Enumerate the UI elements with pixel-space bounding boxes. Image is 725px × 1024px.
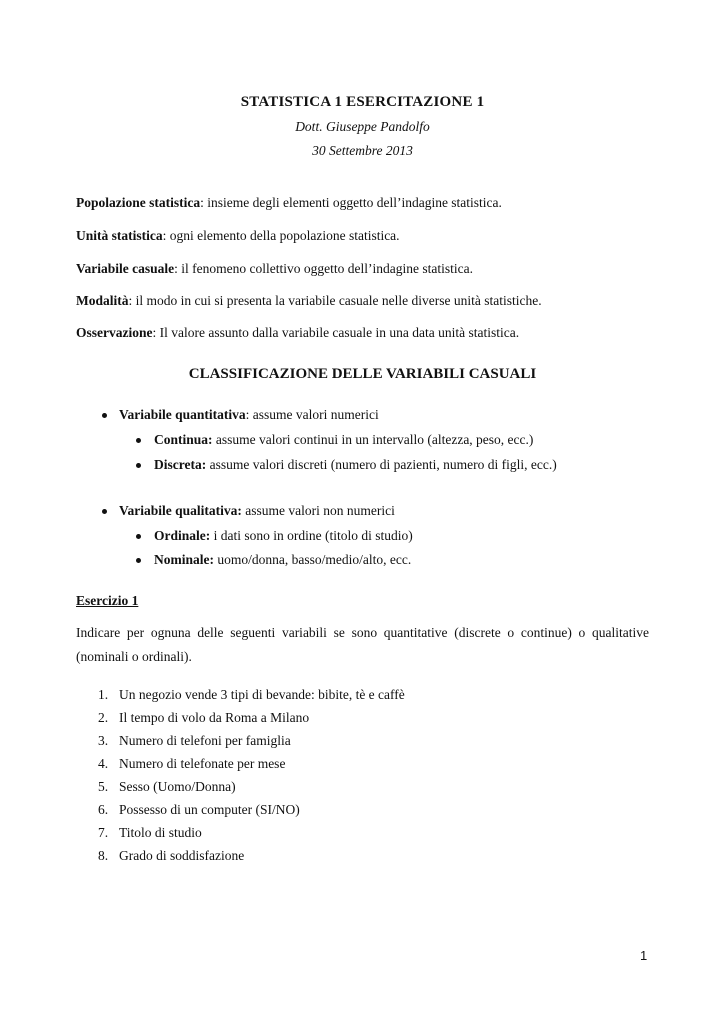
definition-text: : il modo in cui si presenta la variabile casuale nelle diverse unità statistiche. <box>128 293 542 308</box>
list-item-number: 8. <box>98 848 109 863</box>
list-item-number: 6. <box>98 802 109 817</box>
definition-text: : insieme degli elementi oggetto dell’indagine statistica. <box>200 195 502 210</box>
exercise-item: Possesso di un computer (SI/NO) <box>119 802 300 817</box>
list-item-term: Continua: <box>154 432 213 447</box>
list-item-continua <box>154 432 533 448</box>
list-item-discreta <box>154 457 557 473</box>
list-item-term: Variabile qualitativa: <box>119 503 242 518</box>
list-item-number: 5. <box>98 779 109 794</box>
list-item-text: assume valori continui in un intervallo (altezza, peso, ecc.) <box>212 432 534 447</box>
list-item-text: uomo/donna, basso/medio/alto, ecc. <box>214 552 412 567</box>
exercise-item: Un negozio vende 3 tipi di bevande: bibite, tè e caffè <box>119 687 405 702</box>
document-date: 30 Settembre 2013 <box>312 143 413 158</box>
list-item-number: 2. <box>98 710 109 725</box>
definition-term: Variabile casuale <box>76 261 175 276</box>
bullet-icon <box>136 463 141 468</box>
exercise-item: Numero di telefonate per mese <box>119 756 286 771</box>
definition-text: : Il valore assunto dalla variabile casuale in una data unità statistica. <box>152 325 520 340</box>
bullet-icon <box>136 438 141 443</box>
bullet-icon <box>136 534 141 539</box>
list-item-qualitativa <box>119 503 395 519</box>
definition-osservazione <box>76 325 519 341</box>
exercise-item: Titolo di studio <box>119 825 202 840</box>
definition-term: Popolazione statistica <box>76 195 201 210</box>
list-item-term: Ordinale: <box>154 528 211 543</box>
document-author: Dott. Giuseppe Pandolfo <box>295 119 430 134</box>
list-item-number: 7. <box>98 825 109 840</box>
list-item-text: : assume valori numerici <box>245 407 379 422</box>
definition-term: Unità statistica <box>76 228 163 243</box>
exercise-item: Il tempo di volo da Roma a Milano <box>119 710 310 725</box>
definition-term: Osservazione <box>76 325 153 340</box>
definition-text: : ogni elemento della popolazione statistica. <box>162 228 400 243</box>
bullet-icon <box>102 413 107 418</box>
list-item-term: Nominale: <box>154 552 214 567</box>
list-item-nominale <box>154 552 411 568</box>
list-item-number: 4. <box>98 756 109 771</box>
exercise-item: Grado di soddisfazione <box>119 848 245 863</box>
list-item-term: Discreta: <box>154 457 207 472</box>
classification-heading: CLASSIFICAZIONE DELLE VARIABILI CASUALI <box>188 366 537 382</box>
list-item-ordinale <box>154 528 413 544</box>
list-item-number: 1. <box>98 687 109 702</box>
list-item-quantitativa <box>119 407 379 423</box>
list-item-term: Variabile quantitativa <box>119 407 246 422</box>
list-item-number: 3. <box>98 733 109 748</box>
bullet-icon <box>102 509 107 514</box>
list-item-text: i dati sono in ordine (titolo di studio) <box>210 528 413 543</box>
exercise-item: Sesso (Uomo/Donna) <box>119 779 236 794</box>
definition-term: Modalità <box>76 293 129 308</box>
bullet-icon <box>136 558 141 563</box>
page-number: 1 <box>640 948 648 963</box>
definition-variabile <box>76 261 473 277</box>
exercise-item: Numero di telefoni per famiglia <box>119 733 291 748</box>
definition-unita <box>76 228 400 244</box>
exercise-title: Esercizio 1 <box>76 593 139 608</box>
definition-popolazione <box>76 195 502 211</box>
document-title: STATISTICA 1 ESERCITAZIONE 1 <box>240 94 485 110</box>
list-item-text: assume valori non numerici <box>241 503 395 518</box>
definition-modalita <box>76 293 542 309</box>
list-item-text: assume valori discreti (numero di pazienti, numero di figli, ecc.) <box>206 457 557 472</box>
exercise-instruction: Indicare per ognuna delle seguenti variabili se sono quantitative (discrete o continue) o qualitative (nominali o ordinali). <box>76 625 649 664</box>
definition-text: : il fenomeno collettivo oggetto dell’indagine statistica. <box>174 261 473 276</box>
